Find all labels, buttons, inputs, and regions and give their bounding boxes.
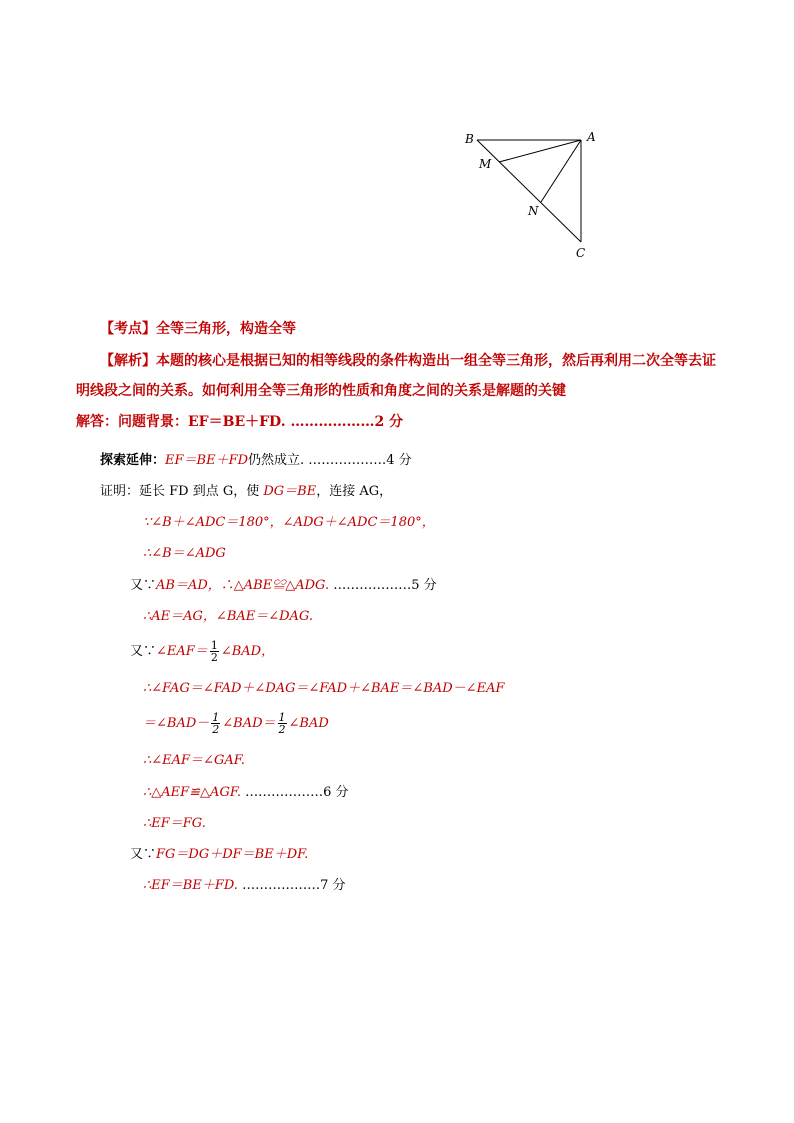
kaodian-line [100, 320, 296, 338]
proof-line-12-a: ∴EF＝BE＋FD. [143, 878, 238, 893]
label-c: C [576, 246, 586, 260]
jiexi-line-1 [100, 352, 716, 370]
fraction-den: 2 [210, 651, 218, 664]
proof-line-5 [130, 639, 274, 665]
kaodian-text: 全等三角形，构造全等 [156, 321, 296, 337]
proof-line-5-b: ∠BAD， [220, 644, 275, 659]
fraction-half-3 [278, 712, 287, 735]
jiexi-text-1: 本题的核心是根据已知的相等线段的条件构造出一组全等三角形，然后再利用二次全等去证 [156, 353, 716, 369]
jiexi-label: 【解析】 [100, 353, 156, 369]
proof-line-8: ∴∠EAF＝∠GAF. [143, 753, 245, 768]
proof-line-6: ∴∠FAG＝∠FAD＋∠DAG＝∠FAD＋∠BAE＝∠BAD－∠EAF [143, 681, 505, 696]
proof-line-2: ∴∠B＝∠ADG [143, 546, 226, 561]
fraction-num: 1 [210, 639, 218, 652]
proof-line-11-prefix: 又∵ [130, 847, 157, 862]
answer-line: 解答：问题背景：EF＝BE＋FD. ………………2 分 [76, 414, 404, 430]
kaodian-label: 【考点】 [100, 321, 156, 337]
fraction-den: 2 [278, 723, 286, 736]
label-a: A [587, 130, 596, 144]
proof-line-3-b: ，∴△ABE≌△ADG. [207, 578, 330, 593]
proof-line-5-a: ∠EAF＝ [156, 644, 208, 659]
proof-line-9-score: ………………6 分 [240, 785, 349, 800]
proof-line-3-a: AB＝AD [156, 578, 208, 593]
proof-line-4: ∴AE＝AG，∠BAE＝∠DAG. [143, 609, 314, 624]
proof-line-9 [143, 784, 349, 802]
label-n: N [528, 204, 539, 218]
proof-line-1: ∵∠B＋∠ADC＝180°，∠ADG＋∠ADC＝180°， [143, 515, 435, 530]
proof-intro [100, 483, 392, 501]
fraction-den: 2 [212, 723, 220, 736]
proof-intro-a: 证明：延长 FD 到点 G，使 [100, 484, 264, 499]
proof-line-7-c: ∠BAD [288, 716, 329, 731]
proof-line-3 [130, 577, 437, 595]
fraction-half-2 [211, 712, 220, 735]
label-m: M [479, 157, 492, 171]
tansuo-label: 探索延伸： [100, 453, 166, 468]
label-b: B [465, 132, 474, 146]
proof-line-7-a: ＝∠BAD－ [143, 716, 210, 731]
proof-line-10: ∴EF＝FG. [143, 816, 206, 831]
tansuo-rest: 仍然成立. ………………4 分 [248, 453, 412, 468]
fraction-num: 1 [212, 711, 220, 724]
segment-bc [477, 140, 581, 242]
proof-line-12 [143, 877, 345, 895]
proof-intro-formula: DG＝BE [263, 484, 317, 499]
proof-line-7 [143, 711, 329, 737]
tansuo-line [100, 452, 412, 470]
proof-line-3-prefix: 又∵ [130, 578, 157, 593]
fraction-half-1 [210, 640, 219, 663]
proof-line-3-score: ………………5 分 [329, 578, 437, 593]
triangle-figure [455, 122, 605, 262]
proof-line-12-score: ………………7 分 [237, 878, 346, 893]
proof-line-11-text: FG＝DG＋DF＝BE＋DF. [156, 847, 309, 862]
fraction-num: 1 [278, 711, 286, 724]
proof-line-7-b: ∠BAD＝ [222, 716, 276, 731]
proof-intro-b: ，连接 AG， [316, 484, 393, 499]
proof-line-5-prefix: 又∵ [130, 644, 157, 659]
proof-line-11 [130, 846, 308, 864]
jiexi-line-2: 明线段之间的关系。如何利用全等三角形的性质和角度之间的关系是解题的关键 [76, 383, 566, 399]
tansuo-formula: EF＝BE＋FD [165, 453, 249, 468]
proof-line-9-a: ∴△AEF≌△AGF. [143, 785, 241, 800]
